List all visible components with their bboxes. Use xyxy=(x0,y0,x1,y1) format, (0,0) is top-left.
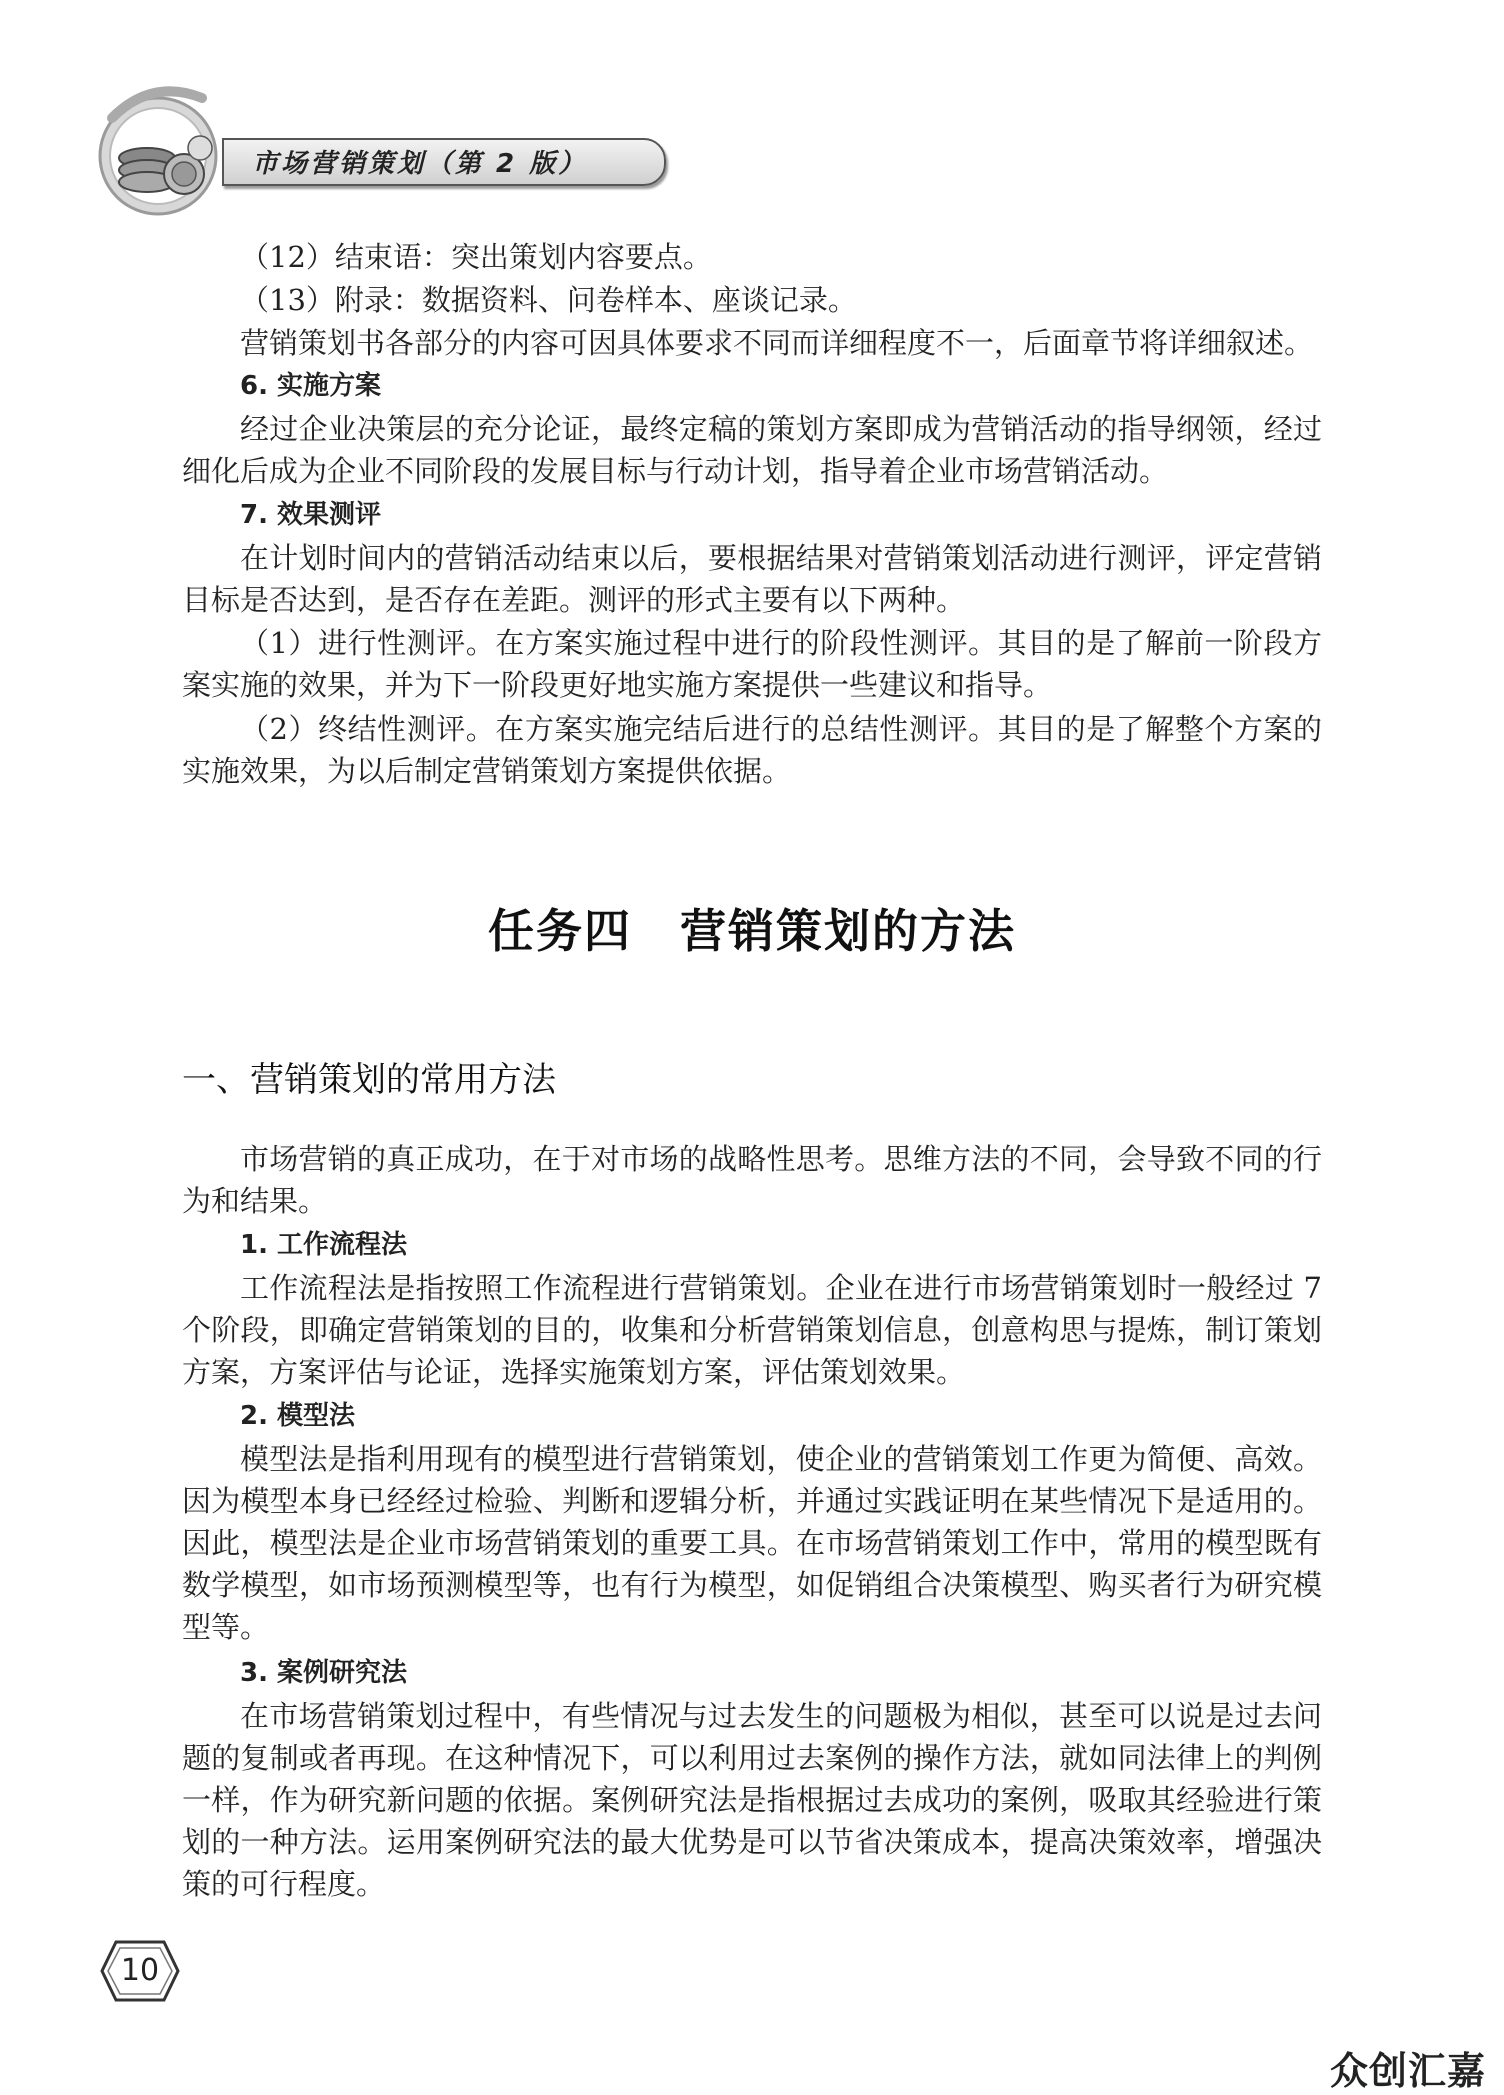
coins-logo-icon xyxy=(92,78,242,228)
list-item-13: （13）附录：数据资料、问卷样本、座谈记录。 xyxy=(240,283,857,317)
book-title: 市场营销策划（第 2 版） xyxy=(252,149,588,179)
evaluation-progressive-paragraph: （1）进行性测评。在方案实施过程中进行的阶段性测评。其目的是了解前一阶段方案实施的效果，并为下一阶段更好地实施方案提供一些建议和指导。 xyxy=(182,626,1322,702)
list-item-12: （12）结束语：突出策划内容要点。 xyxy=(240,240,712,274)
heading-model-method: 2. 模型法 xyxy=(240,1401,356,1431)
implementation-paragraph: 经过企业决策层的充分论证，最终定稿的策划方案即成为营销活动的指导纲领，经过细化后成为企业不同阶段的发展目标与行动计划，指导着企业市场营销活动。 xyxy=(182,412,1322,488)
heading-implementation: 6. 实施方案 xyxy=(240,371,382,401)
summary-paragraph: 营销策划书各部分的内容可因具体要求不同而详细程度不一，后面章节将详细叙述。 xyxy=(240,326,1314,360)
model-method-paragraph: 模型法是指利用现有的模型进行营销策划，使企业的营销策划工作更为简便、高效。因为模型本身已经经过检验、判断和逻辑分析，并通过实践证明在某些情况下是适用的。因此，模型法是企业市场营销策划的重要工具。在市场营销策划工作中，常用的模型既有数学模型，如市场预测模型等，也有行为模型，如促销组合决策模型、购买者行为研究模型等。 xyxy=(182,1442,1322,1644)
section-intro-paragraph: 市场营销的真正成功，在于对市场的战略性思考。思维方法的不同，会导致不同的行为和结果。 xyxy=(182,1142,1322,1218)
evaluation-final-paragraph: （2）终结性测评。在方案实施完结后进行的总结性测评。其目的是了解整个方案的实施效果，为以后制定营销策划方案提供依据。 xyxy=(182,712,1322,788)
heading-case-study-method: 3. 案例研究法 xyxy=(240,1658,408,1688)
section-title: 一、营销策划的常用方法 xyxy=(182,1060,556,1100)
watermark: 众创汇嘉 xyxy=(1330,2049,1487,2093)
page-number: 10 xyxy=(120,1953,160,1988)
task-title: 任务四 营销策划的方法 xyxy=(488,904,1016,958)
case-study-method-paragraph: 在市场营销策划过程中，有些情况与过去发生的问题极为相似，甚至可以说是过去问题的复制或者再现。在这种情况下，可以利用过去案例的操作方法，就如同法律上的判例一样，作为研究新问题的依据。案例研究法是指根据过去成功的案例，吸取其经验进行策划的一种方法。运用案例研究法的最大优势是可以节省决策成本，提高决策效率，增强决策的可行程度。 xyxy=(182,1699,1322,1901)
workflow-method-paragraph: 工作流程法是指按照工作流程进行营销策划。企业在进行市场营销策划时一般经过 7 个阶段，即确定营销策划的目的，收集和分析营销策划信息，创意构思与提炼，制订策划方案，方案评估与论证，选择实施策划方案，评估策划效果。 xyxy=(182,1271,1322,1389)
page-header xyxy=(92,78,612,228)
evaluation-paragraph: 在计划时间内的营销活动结束以后，要根据结果对营销策划活动进行测评，评定营销目标是否达到，是否存在差距。测评的形式主要有以下两种。 xyxy=(182,541,1322,617)
page-number-badge xyxy=(100,1940,180,2002)
heading-workflow-method: 1. 工作流程法 xyxy=(240,1230,408,1260)
heading-evaluation: 7. 效果测评 xyxy=(240,500,382,530)
